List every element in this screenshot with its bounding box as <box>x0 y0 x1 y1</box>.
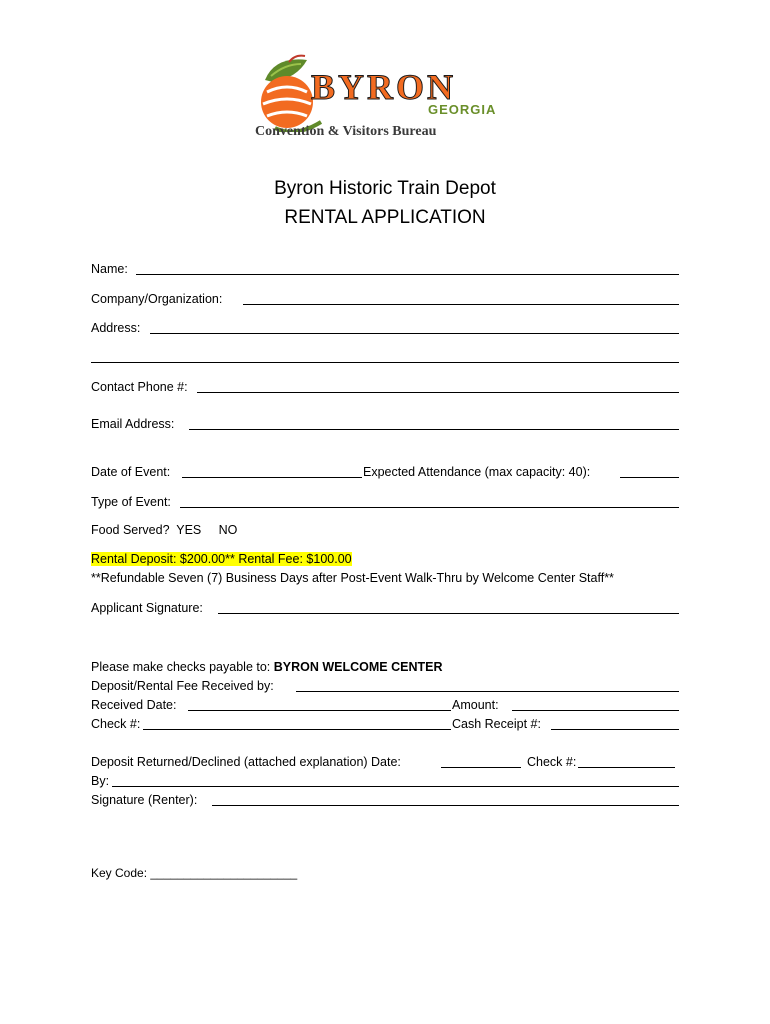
received-by-field[interactable] <box>296 691 679 692</box>
document-subtitle: RENTAL APPLICATION <box>284 207 486 228</box>
email-label: Email Address: <box>91 417 175 431</box>
amount-label: Amount: <box>452 698 499 712</box>
returned-check-label: Check #: <box>527 755 577 769</box>
name-field[interactable] <box>136 274 679 275</box>
phone-label: Contact Phone #: <box>91 380 188 394</box>
document-title: Byron Historic Train Depot <box>274 178 496 199</box>
by-label: By: <box>91 774 110 788</box>
phone-field[interactable] <box>197 392 679 393</box>
renter-signature-label: Signature (Renter): <box>91 793 198 807</box>
date-of-event-label: Date of Event: <box>91 465 171 479</box>
attendance-label: Expected Attendance (max capacity: 40): <box>363 465 591 479</box>
received-date-field[interactable] <box>188 710 451 711</box>
address-line-2-field[interactable] <box>91 362 679 363</box>
payable-prefix: Please make checks payable to: <box>91 660 274 674</box>
received-date-label: Received Date: <box>91 698 177 712</box>
date-of-event-field[interactable] <box>182 477 362 478</box>
refund-note: **Refundable Seven (7) Business Days after Post-Event Walk-Thru by Welcome Center Staff** <box>91 571 614 585</box>
cash-receipt-label: Cash Receipt #: <box>452 717 541 731</box>
company-label: Company/Organization: <box>91 292 223 306</box>
returned-check-field[interactable] <box>578 767 675 768</box>
received-by-label: Deposit/Rental Fee Received by: <box>91 679 274 693</box>
type-of-event-field[interactable] <box>180 507 679 508</box>
address-label: Address: <box>91 321 141 335</box>
food-served-options[interactable]: Food Served? YES NO <box>91 523 238 537</box>
deposit-returned-date-field[interactable] <box>441 767 521 768</box>
company-field[interactable] <box>243 304 679 305</box>
renter-signature-field[interactable] <box>212 805 679 806</box>
attendance-field[interactable] <box>620 477 679 478</box>
payable-to-text <box>91 659 443 675</box>
check-label: Check #: <box>91 717 141 731</box>
payable-to-name: BYRON WELCOME CENTER <box>273 660 443 674</box>
type-of-event-label: Type of Event: <box>91 495 171 509</box>
applicant-signature-field[interactable] <box>218 613 679 614</box>
logo-state: GEORGIA <box>428 102 497 117</box>
logo-wordmark: BYRON <box>311 67 457 107</box>
byron-cvb-logo <box>245 48 525 146</box>
amount-field[interactable] <box>512 710 679 711</box>
by-field[interactable] <box>112 786 679 787</box>
logo-tagline: Convention & Visitors Bureau <box>255 124 437 139</box>
rental-fees-highlight: Rental Deposit: $200.00** Rental Fee: $100.00 <box>91 552 352 566</box>
name-label: Name: <box>91 262 128 276</box>
cash-receipt-field[interactable] <box>551 729 679 730</box>
rental-fees <box>91 551 352 567</box>
address-field[interactable] <box>150 333 679 334</box>
applicant-signature-label: Applicant Signature: <box>91 601 203 615</box>
check-field[interactable] <box>143 729 451 730</box>
deposit-returned-label: Deposit Returned/Declined (attached explanation) Date: <box>91 755 401 769</box>
email-field[interactable] <box>189 429 679 430</box>
key-code-field[interactable]: Key Code: ______________________ <box>91 866 298 880</box>
